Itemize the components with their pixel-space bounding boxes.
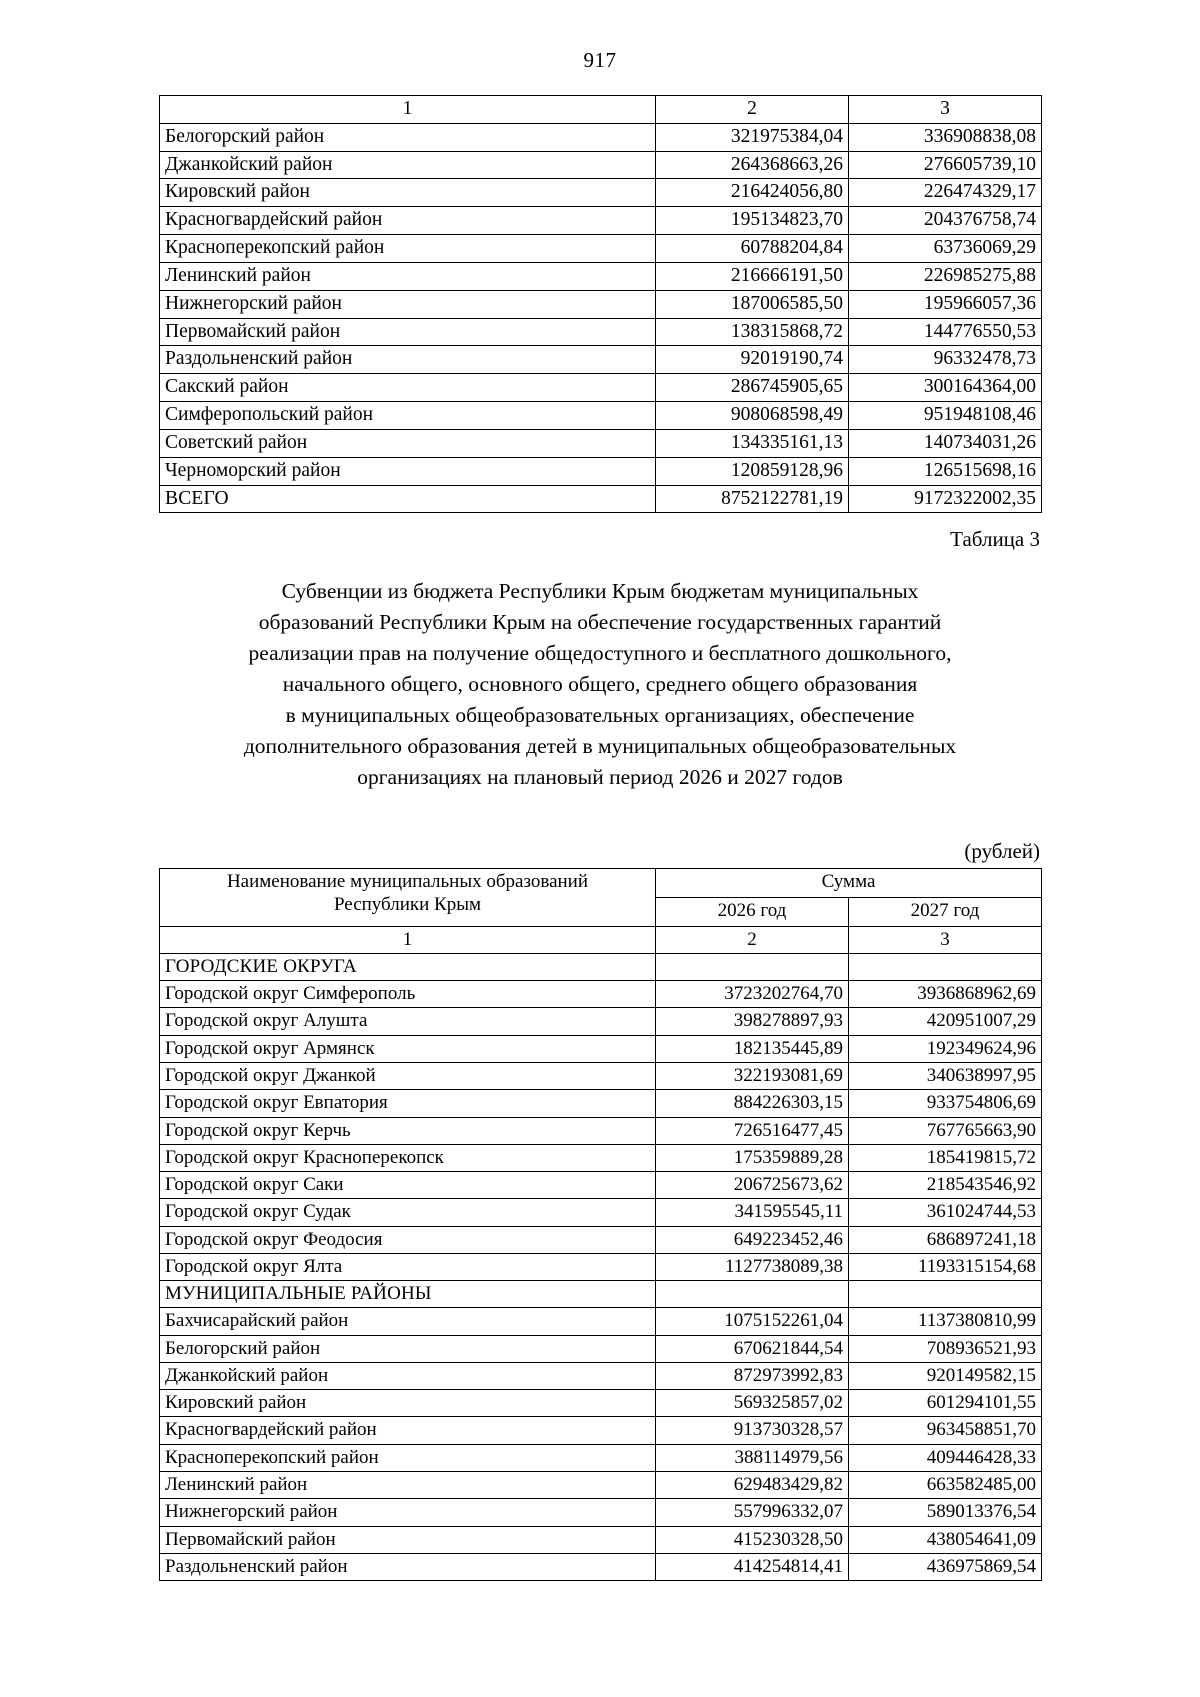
municipality-name: Нижнегорский район <box>160 1499 656 1526</box>
municipality-name: Первомайский район <box>160 318 656 346</box>
municipality-name: Джанкойский район <box>160 151 656 179</box>
table-row <box>160 1553 1042 1580</box>
municipality-name: Городской округ Симферополь <box>160 981 656 1008</box>
amount-2027: 336908838,08 <box>849 123 1042 151</box>
section-heading-row <box>160 1281 1042 1308</box>
municipality-name: Городской округ Джанкой <box>160 1063 656 1090</box>
municipality-name: Городской округ Судак <box>160 1199 656 1226</box>
table-row <box>160 429 1042 457</box>
amount-2026: 182135445,89 <box>656 1035 849 1062</box>
section-heading-row <box>160 953 1042 980</box>
amount-2027: 1137380810,99 <box>849 1308 1042 1335</box>
title-line: Субвенции из бюджета Республики Крым бюджетам муниципальных <box>281 579 919 604</box>
table-row <box>160 1090 1042 1117</box>
table-row <box>160 1362 1042 1389</box>
table-row <box>160 374 1042 402</box>
table-row <box>160 1008 1042 1035</box>
subsidies-table-continued <box>159 95 1042 513</box>
title-line: организациях на плановый период 2026 и 2027 годов <box>357 765 843 790</box>
municipality-name: Городской округ Саки <box>160 1172 656 1199</box>
table-1-body <box>160 96 1042 513</box>
table-row <box>160 1035 1042 1062</box>
table-2-body <box>160 869 1042 1581</box>
municipality-name: Кировский район <box>160 1390 656 1417</box>
table-row <box>160 1472 1042 1499</box>
amount-2027: 140734031,26 <box>849 429 1042 457</box>
amount-2026: 195134823,70 <box>656 207 849 235</box>
amount-2027: 192349624,96 <box>849 1035 1042 1062</box>
page-title <box>135 576 1065 793</box>
municipality-name: Белогорский район <box>160 123 656 151</box>
column-number-2: 2 <box>656 96 849 124</box>
section-heading-urban-districts: ГОРОДСКИЕ ОКРУГА <box>160 953 656 980</box>
total-label: ВСЕГО <box>160 485 656 513</box>
units-note: (рублей) <box>964 839 1040 864</box>
amount-2026: 1075152261,04 <box>656 1308 849 1335</box>
municipality-name: Красногвардейский район <box>160 1417 656 1444</box>
column-number-3: 3 <box>849 926 1042 953</box>
amount-2026: 629483429,82 <box>656 1472 849 1499</box>
amount-2026: 206725673,62 <box>656 1172 849 1199</box>
municipality-name: Красногвардейский район <box>160 207 656 235</box>
section-heading-empty-2027 <box>849 953 1042 980</box>
municipality-name: Красноперекопский район <box>160 235 656 263</box>
amount-2027: 195966057,36 <box>849 290 1042 318</box>
amount-2026: 398278897,93 <box>656 1008 849 1035</box>
table-row <box>160 1444 1042 1471</box>
table-row <box>160 1253 1042 1280</box>
amount-2027: 185419815,72 <box>849 1144 1042 1171</box>
column-number-1: 1 <box>160 926 656 953</box>
amount-2026: 138315868,72 <box>656 318 849 346</box>
municipality-name: Городской округ Армянск <box>160 1035 656 1062</box>
amount-2026: 120859128,96 <box>656 457 849 485</box>
amount-2027: 933754806,69 <box>849 1090 1042 1117</box>
section-heading-municipal-districts: МУНИЦИПАЛЬНЫЕ РАЙОНЫ <box>160 1281 656 1308</box>
header-municipality-name <box>160 869 656 927</box>
table-row <box>160 235 1042 263</box>
municipality-name: Городской округ Евпатория <box>160 1090 656 1117</box>
amount-2026: 175359889,28 <box>656 1144 849 1171</box>
amount-2027: 218543546,92 <box>849 1172 1042 1199</box>
table-2-header-row-1 <box>160 869 1042 898</box>
municipality-name: Джанкойский район <box>160 1362 656 1389</box>
table-1-column-number-row <box>160 96 1042 124</box>
municipality-name: Городской округ Феодосия <box>160 1226 656 1253</box>
municipality-name: Кировский район <box>160 179 656 207</box>
table-row <box>160 457 1042 485</box>
amount-2027: 436975869,54 <box>849 1553 1042 1580</box>
municipality-name: Красноперекопский район <box>160 1444 656 1471</box>
amount-2026: 415230328,50 <box>656 1526 849 1553</box>
amount-2026: 649223452,46 <box>656 1226 849 1253</box>
table-row <box>160 1390 1042 1417</box>
table-2-wrapper <box>159 868 1041 1581</box>
amount-2027: 438054641,09 <box>849 1526 1042 1553</box>
amount-2026: 187006585,50 <box>656 290 849 318</box>
table-row <box>160 151 1042 179</box>
table-1-wrapper <box>159 95 1041 513</box>
amount-2027: 96332478,73 <box>849 346 1042 374</box>
municipality-name: Городской округ Керчь <box>160 1117 656 1144</box>
title-line: дополнительного образования детей в муниципальных общеобразовательных <box>243 734 957 759</box>
table-row <box>160 290 1042 318</box>
amount-2026: 264368663,26 <box>656 151 849 179</box>
amount-2027: 126515698,16 <box>849 457 1042 485</box>
amount-2027: 951948108,46 <box>849 402 1042 430</box>
title-line: образований Республики Крым на обеспечение государственных гарантий <box>258 610 942 635</box>
amount-2026: 670621844,54 <box>656 1335 849 1362</box>
amount-2026: 557996332,07 <box>656 1499 849 1526</box>
table-row <box>160 1526 1042 1553</box>
amount-2027: 589013376,54 <box>849 1499 1042 1526</box>
table-2-column-number-row <box>160 926 1042 953</box>
amount-2026: 60788204,84 <box>656 235 849 263</box>
amount-2026: 726516477,45 <box>656 1117 849 1144</box>
municipality-name: Советский район <box>160 429 656 457</box>
table-row <box>160 1226 1042 1253</box>
municipality-name: Черноморский район <box>160 457 656 485</box>
amount-2026: 913730328,57 <box>656 1417 849 1444</box>
amount-2026: 216424056,80 <box>656 179 849 207</box>
table-row <box>160 346 1042 374</box>
amount-2027: 361024744,53 <box>849 1199 1042 1226</box>
table-row <box>160 1063 1042 1090</box>
municipality-name: Нижнегорский район <box>160 290 656 318</box>
table-row <box>160 179 1042 207</box>
municipality-name: Первомайский район <box>160 1526 656 1553</box>
amount-2027: 601294101,55 <box>849 1390 1042 1417</box>
amount-2027: 204376758,74 <box>849 207 1042 235</box>
total-amount-2026: 8752122781,19 <box>656 485 849 513</box>
municipality-name: Симферопольский район <box>160 402 656 430</box>
header-year-2026: 2026 год <box>656 897 849 926</box>
amount-2026: 414254814,41 <box>656 1553 849 1580</box>
municipality-name: Белогорский район <box>160 1335 656 1362</box>
table-row <box>160 1335 1042 1362</box>
table-row <box>160 981 1042 1008</box>
amount-2026: 286745905,65 <box>656 374 849 402</box>
table-row <box>160 1117 1042 1144</box>
municipality-name: Ленинский район <box>160 262 656 290</box>
amount-2027: 3936868962,69 <box>849 981 1042 1008</box>
table-row <box>160 1144 1042 1171</box>
municipality-name: Раздольненский район <box>160 1553 656 1580</box>
municipality-name: Городской округ Алушта <box>160 1008 656 1035</box>
column-number-2: 2 <box>656 926 849 953</box>
amount-2027: 963458851,70 <box>849 1417 1042 1444</box>
municipality-name: Городской округ Ялта <box>160 1253 656 1280</box>
amount-2026: 216666191,50 <box>656 262 849 290</box>
title-line: начального общего, основного общего, среднего общего образования <box>282 672 918 697</box>
amount-2027: 708936521,93 <box>849 1335 1042 1362</box>
table-row <box>160 318 1042 346</box>
table-caption-label: Таблица 3 <box>950 527 1040 552</box>
amount-2027: 300164364,00 <box>849 374 1042 402</box>
table-row <box>160 1417 1042 1444</box>
subsidies-table-2026-2027 <box>159 868 1042 1581</box>
amount-2026: 134335161,13 <box>656 429 849 457</box>
section-heading-empty-2026 <box>656 1281 849 1308</box>
amount-2027: 276605739,10 <box>849 151 1042 179</box>
amount-2027: 409446428,33 <box>849 1444 1042 1471</box>
amount-2027: 1193315154,68 <box>849 1253 1042 1280</box>
header-year-2027: 2027 год <box>849 897 1042 926</box>
table-row <box>160 123 1042 151</box>
amount-2027: 63736069,29 <box>849 235 1042 263</box>
amount-2026: 341595545,11 <box>656 1199 849 1226</box>
municipality-name: Бахчисарайский район <box>160 1308 656 1335</box>
header-name-line-2: Республики Крым <box>333 893 482 915</box>
table-row <box>160 402 1042 430</box>
header-sum: Сумма <box>656 869 1042 898</box>
title-line: реализации прав на получение общедоступного и бесплатного дошкольного, <box>248 641 952 666</box>
amount-2026: 872973992,83 <box>656 1362 849 1389</box>
amount-2026: 908068598,49 <box>656 402 849 430</box>
amount-2027: 686897241,18 <box>849 1226 1042 1253</box>
amount-2027: 420951007,29 <box>849 1008 1042 1035</box>
amount-2026: 1127738089,38 <box>656 1253 849 1280</box>
table-total-row <box>160 485 1042 513</box>
section-heading-empty-2026 <box>656 953 849 980</box>
amount-2026: 321975384,04 <box>656 123 849 151</box>
total-amount-2027: 9172322002,35 <box>849 485 1042 513</box>
municipality-name: Городской округ Красноперекопск <box>160 1144 656 1171</box>
table-row <box>160 1172 1042 1199</box>
column-number-3: 3 <box>849 96 1042 124</box>
table-row <box>160 207 1042 235</box>
amount-2027: 226474329,17 <box>849 179 1042 207</box>
amount-2026: 884226303,15 <box>656 1090 849 1117</box>
municipality-name: Ленинский район <box>160 1472 656 1499</box>
municipality-name: Раздольненский район <box>160 346 656 374</box>
amount-2027: 340638997,95 <box>849 1063 1042 1090</box>
page-number: 917 <box>583 48 617 72</box>
amount-2027: 144776550,53 <box>849 318 1042 346</box>
table-row <box>160 1499 1042 1526</box>
table-row <box>160 262 1042 290</box>
amount-2026: 3723202764,70 <box>656 981 849 1008</box>
table-row <box>160 1199 1042 1226</box>
section-heading-empty-2027 <box>849 1281 1042 1308</box>
amount-2027: 226985275,88 <box>849 262 1042 290</box>
table-row <box>160 1308 1042 1335</box>
amount-2027: 767765663,90 <box>849 1117 1042 1144</box>
header-name-line-1: Наименование муниципальных образований <box>226 871 589 893</box>
amount-2027: 663582485,00 <box>849 1472 1042 1499</box>
amount-2026: 569325857,02 <box>656 1390 849 1417</box>
amount-2027: 920149582,15 <box>849 1362 1042 1389</box>
amount-2026: 322193081,69 <box>656 1063 849 1090</box>
municipality-name: Сакский район <box>160 374 656 402</box>
column-number-1: 1 <box>160 96 656 124</box>
amount-2026: 388114979,56 <box>656 1444 849 1471</box>
title-line: в муниципальных общеобразовательных организациях, обеспечение <box>285 703 915 728</box>
amount-2026: 92019190,74 <box>656 346 849 374</box>
